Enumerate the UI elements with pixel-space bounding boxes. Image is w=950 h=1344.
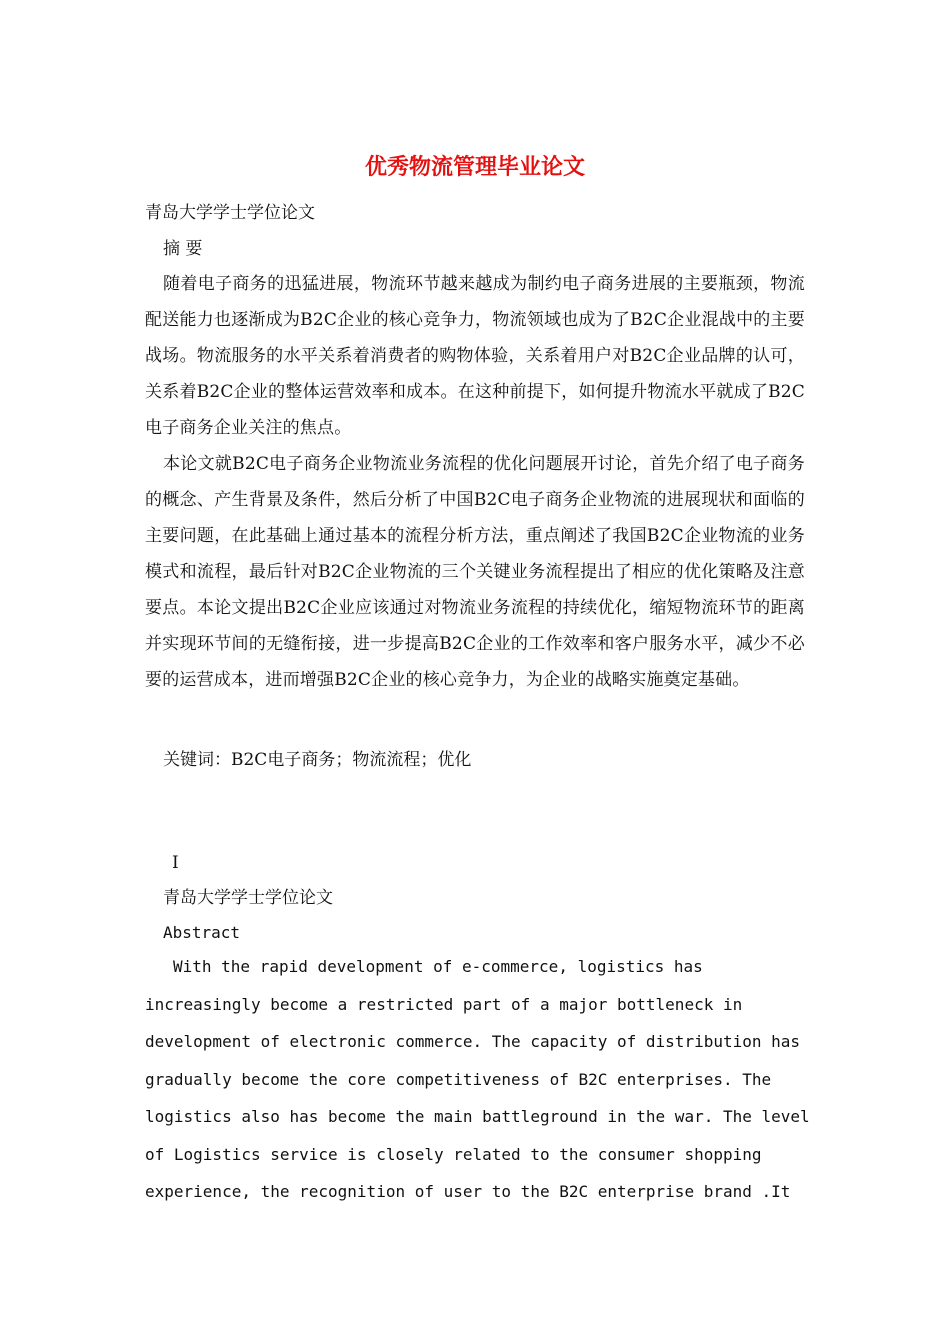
keywords-cn: 关键词：B2C电子商务；物流流程；优化	[163, 750, 472, 770]
school-header-2: 青岛大学学士学位论文	[163, 888, 333, 908]
abstract-paragraph-2: 本论文就B2C电子商务企业物流业务流程的优化问题展开讨论，首先介绍了电子商务的概念、产生背景及条件，然后分析了中国B2C电子商务企业物流的进展现状和面临的主要问题，在此基础上通过基本的流程分析方法，重点阐述了我国B2C企业物流的业务模式和流程，最后针对B2C企业物流的三个关键业务流程提出了相应的优化策略及注意要点。本论文提出B2C企业应该通过对物流业务流程的持续优化，缩短物流环节的距离并实现环节间的无缝衔接，进一步提高B2C企业的工作效率和客户服务水平，减少不必要的运营成本，进而增强B2C企业的核心竞争力，为企业的战略实施奠定基础。	[145, 454, 805, 690]
school-header: 青岛大学学士学位论文	[145, 203, 315, 223]
abstract-heading-en: Abstract	[163, 923, 241, 942]
abstract-heading-cn: 摘 要	[163, 239, 203, 259]
abstract-paragraph-1: 随着电子商务的迅猛进展，物流环节越来越成为制约电子商务进展的主要瓶颈，物流配送能力也逐渐成为B2C企业的核心竞争力，物流领域也成为了B2C企业混战中的主要战场。物流服务的水平关系着消费者的购物体验，关系着用户对B2C企业品牌的认可，关系着B2C企业的整体运营效率和成本。在这种前提下，如何提升物流水平就成了B2C电子商务企业关注的焦点。	[145, 274, 805, 438]
document-title: 优秀物流管理毕业论文	[364, 154, 585, 180]
page-number: I	[172, 853, 179, 873]
abstract-paragraph-en: With the rapid development of e-commerce, logistics has increasingly become a restricted part of a major bottleneck in development of electronic commerce. The capacity of distribution has gradually become the core competitiveness of B2C enterprises. The logistics also has become the main battleground in the war. The level of Logistics service is closely related to the consumer shopping experience, the recognition of user to the B2C enterprise brand .It	[145, 957, 810, 1201]
